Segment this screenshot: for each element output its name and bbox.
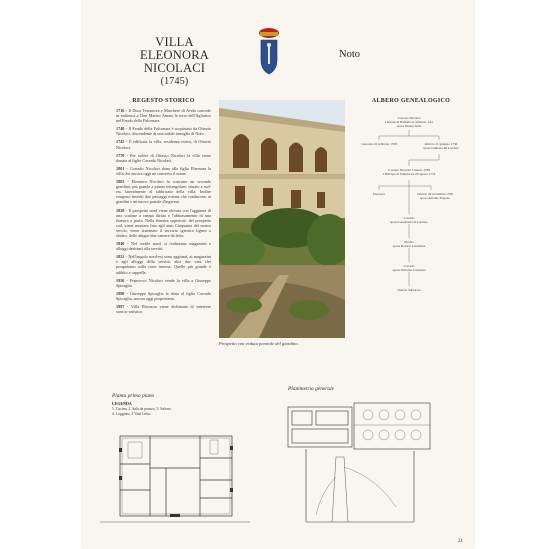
regesto-text: - Il prospetto nord viene elevato con l'aggiunta di uno scalone a rampa diritta e l'abbassamento di una finestra a porta. Nella finestra superiore, del prospetto sud, viene montata fino agli anni Cinquanta del nostro secolo, viene sistemato il servizio igienico ligneo a sbalzo, delle attigue due camere da letto. — [116, 207, 212, 238]
regesto-year: 1852 — [116, 254, 125, 260]
regesto-entry — [116, 126, 211, 136]
regesto-year: 1770 — [116, 152, 125, 158]
regesto-entry — [116, 208, 211, 239]
legenda-label: LEGENDA — [112, 401, 132, 406]
regesto-text: - Nel cortile nord, si realizzano magazzini e alloggi destinati alla servitù. — [116, 241, 212, 252]
regesto-text: - Corrado Nicolaci dona alla figlia Eleonora la villa che ancora oggi ne conserva il nome. — [116, 165, 212, 176]
villa-year: (1745) — [160, 76, 189, 87]
regesto-year: 1980 — [116, 290, 125, 296]
regesto-text: - È edificata la villa, residenza estiva, di Ottavio Nicolaci. — [116, 139, 211, 150]
regesto-heading: REGESTO STORICO — [132, 98, 195, 104]
photo-caption: Prospetto con veduta parziale del giardino. — [219, 341, 299, 346]
regesto-text: - Il Duca Terranova e Marchese di Avola concede in enfiteusi a Don Matteo Amato le terre dell'Agliastro nel Feudo della Falconara. — [116, 108, 212, 124]
tree-node-giacomo: Giacomo 21 febbraio 1708 — [361, 142, 397, 146]
villa-title — [122, 36, 227, 88]
albero-section — [351, 98, 471, 104]
regesto-entry — [116, 304, 211, 314]
regesto-entry — [116, 291, 211, 301]
regesto-text: - Per volere di Ottavio Nicolaci la villa viene donata al figlio Corrado Nicolaci. — [116, 152, 211, 163]
family-tree-lines — [351, 110, 471, 310]
site-plan-drawing — [286, 397, 436, 527]
villa-photo — [219, 100, 345, 338]
regesto-year: 1950 — [116, 277, 125, 283]
regesto-year: 1840 — [116, 241, 125, 247]
regesto-entry — [116, 241, 211, 251]
tree-node-corrado-3: Corrado sposa Ottavina Castorina — [392, 264, 426, 272]
regesto-entry — [116, 254, 211, 274]
legenda-items — [112, 407, 172, 417]
regesto-year: 1828 — [116, 207, 125, 213]
regesto-entry — [116, 153, 211, 163]
regesto-year: 1801 — [116, 165, 125, 171]
tree-node-ottavio-2: Ottavio sposa Rosaria Landolina — [392, 240, 426, 248]
regesto-section — [116, 98, 211, 317]
regesto-entry — [116, 166, 211, 176]
floor-plan-drawing — [100, 428, 250, 526]
villa-name: VILLA ELEONORA — [140, 35, 209, 62]
regesto-text: - Villa Eleonora viene dichiarata di interesse storico-artistico. — [116, 304, 211, 315]
family-crest-icon — [258, 26, 280, 76]
regesto-entry — [116, 278, 211, 288]
regesto-year: 1802 — [116, 179, 125, 185]
tree-node-eleonora: Eleonora — [373, 192, 385, 196]
family-tree — [351, 110, 471, 310]
regesto-year: 1997 — [116, 304, 125, 309]
regesto-text: - Nell'angolo nord-est sono aggiunti, ai magazzini e agli alloggi della servitù, altri due vani che prospettano sulla corte interna. Quello più grande è adibito a cappella. — [116, 254, 212, 275]
regesto-entry — [116, 139, 211, 149]
regesto-entry — [116, 108, 211, 123]
page-number: 21 — [458, 539, 463, 544]
albero-heading: ALBERO GENEALOGICO — [371, 98, 451, 104]
tree-node-ottavio-salvatore: Ottavio Salvatore — [397, 288, 421, 292]
family-name: NICOLACI — [143, 61, 206, 75]
regesto-year: 1716 — [116, 108, 125, 113]
regesto-entries — [116, 108, 211, 314]
tree-node-corrado: Corrado Nicolaci 5 marzo 1788 I Principe di Villadorata 29 agosto 1774 — [382, 168, 436, 176]
regesto-entry — [116, 179, 211, 204]
tree-node-corrado-2: Corrado sposa Gaudenzia di Lorenzo — [390, 216, 428, 224]
regesto-year: 1745 — [116, 139, 125, 145]
pianta-title: Pianta primo piano — [112, 393, 155, 399]
regesto-text: - Eleonora Nicolaci fa costruire un secondo giardino, più grande a pianta rettangolare, situato a sud-est, lateralmente al fabbricato della villa. Inoltre vengono inseriti due passaggi esterni che conducono ai giardini e un nuovo portale d'ingresso. — [116, 179, 211, 205]
regesto-text: - Francesco Nicolaci vende la villa a Giuseppe Spicaglia. — [116, 277, 211, 288]
planimetria-title: Planimetria generale — [288, 386, 334, 392]
location-label: Noto — [339, 49, 360, 60]
tree-node-ottavio-1798: Ottavio 29 novembre 1798 sposa Antonia Trigona — [417, 192, 453, 200]
tree-node-ottavio: Ottavio 21 gennaio 1730 sposa Giuliana Di Lorenzo — [423, 142, 459, 150]
legend-item: 4. Loggiato, 5 Vani Letto. — [112, 411, 152, 416]
legend-item: 1. Cucina, 2. Sala da pranzo, 3. Salone, — [112, 407, 172, 411]
regesto-text: - Giuseppe Spicaglia la dona al figlio Corrado Spicaglia, ancora oggi proprietario. — [116, 290, 211, 301]
regesto-text: - Il Feudo della Falconara è acquistato da Ottavio Nicolaci, discendente di una nobile famiglia di Noto. — [116, 126, 211, 137]
tree-node-root: Corrado Nicolaci I barone di Bonfalà 21 febbraio 1.61 sposa Donna Sella — [384, 116, 434, 128]
regesto-year: 1740 — [116, 126, 125, 132]
